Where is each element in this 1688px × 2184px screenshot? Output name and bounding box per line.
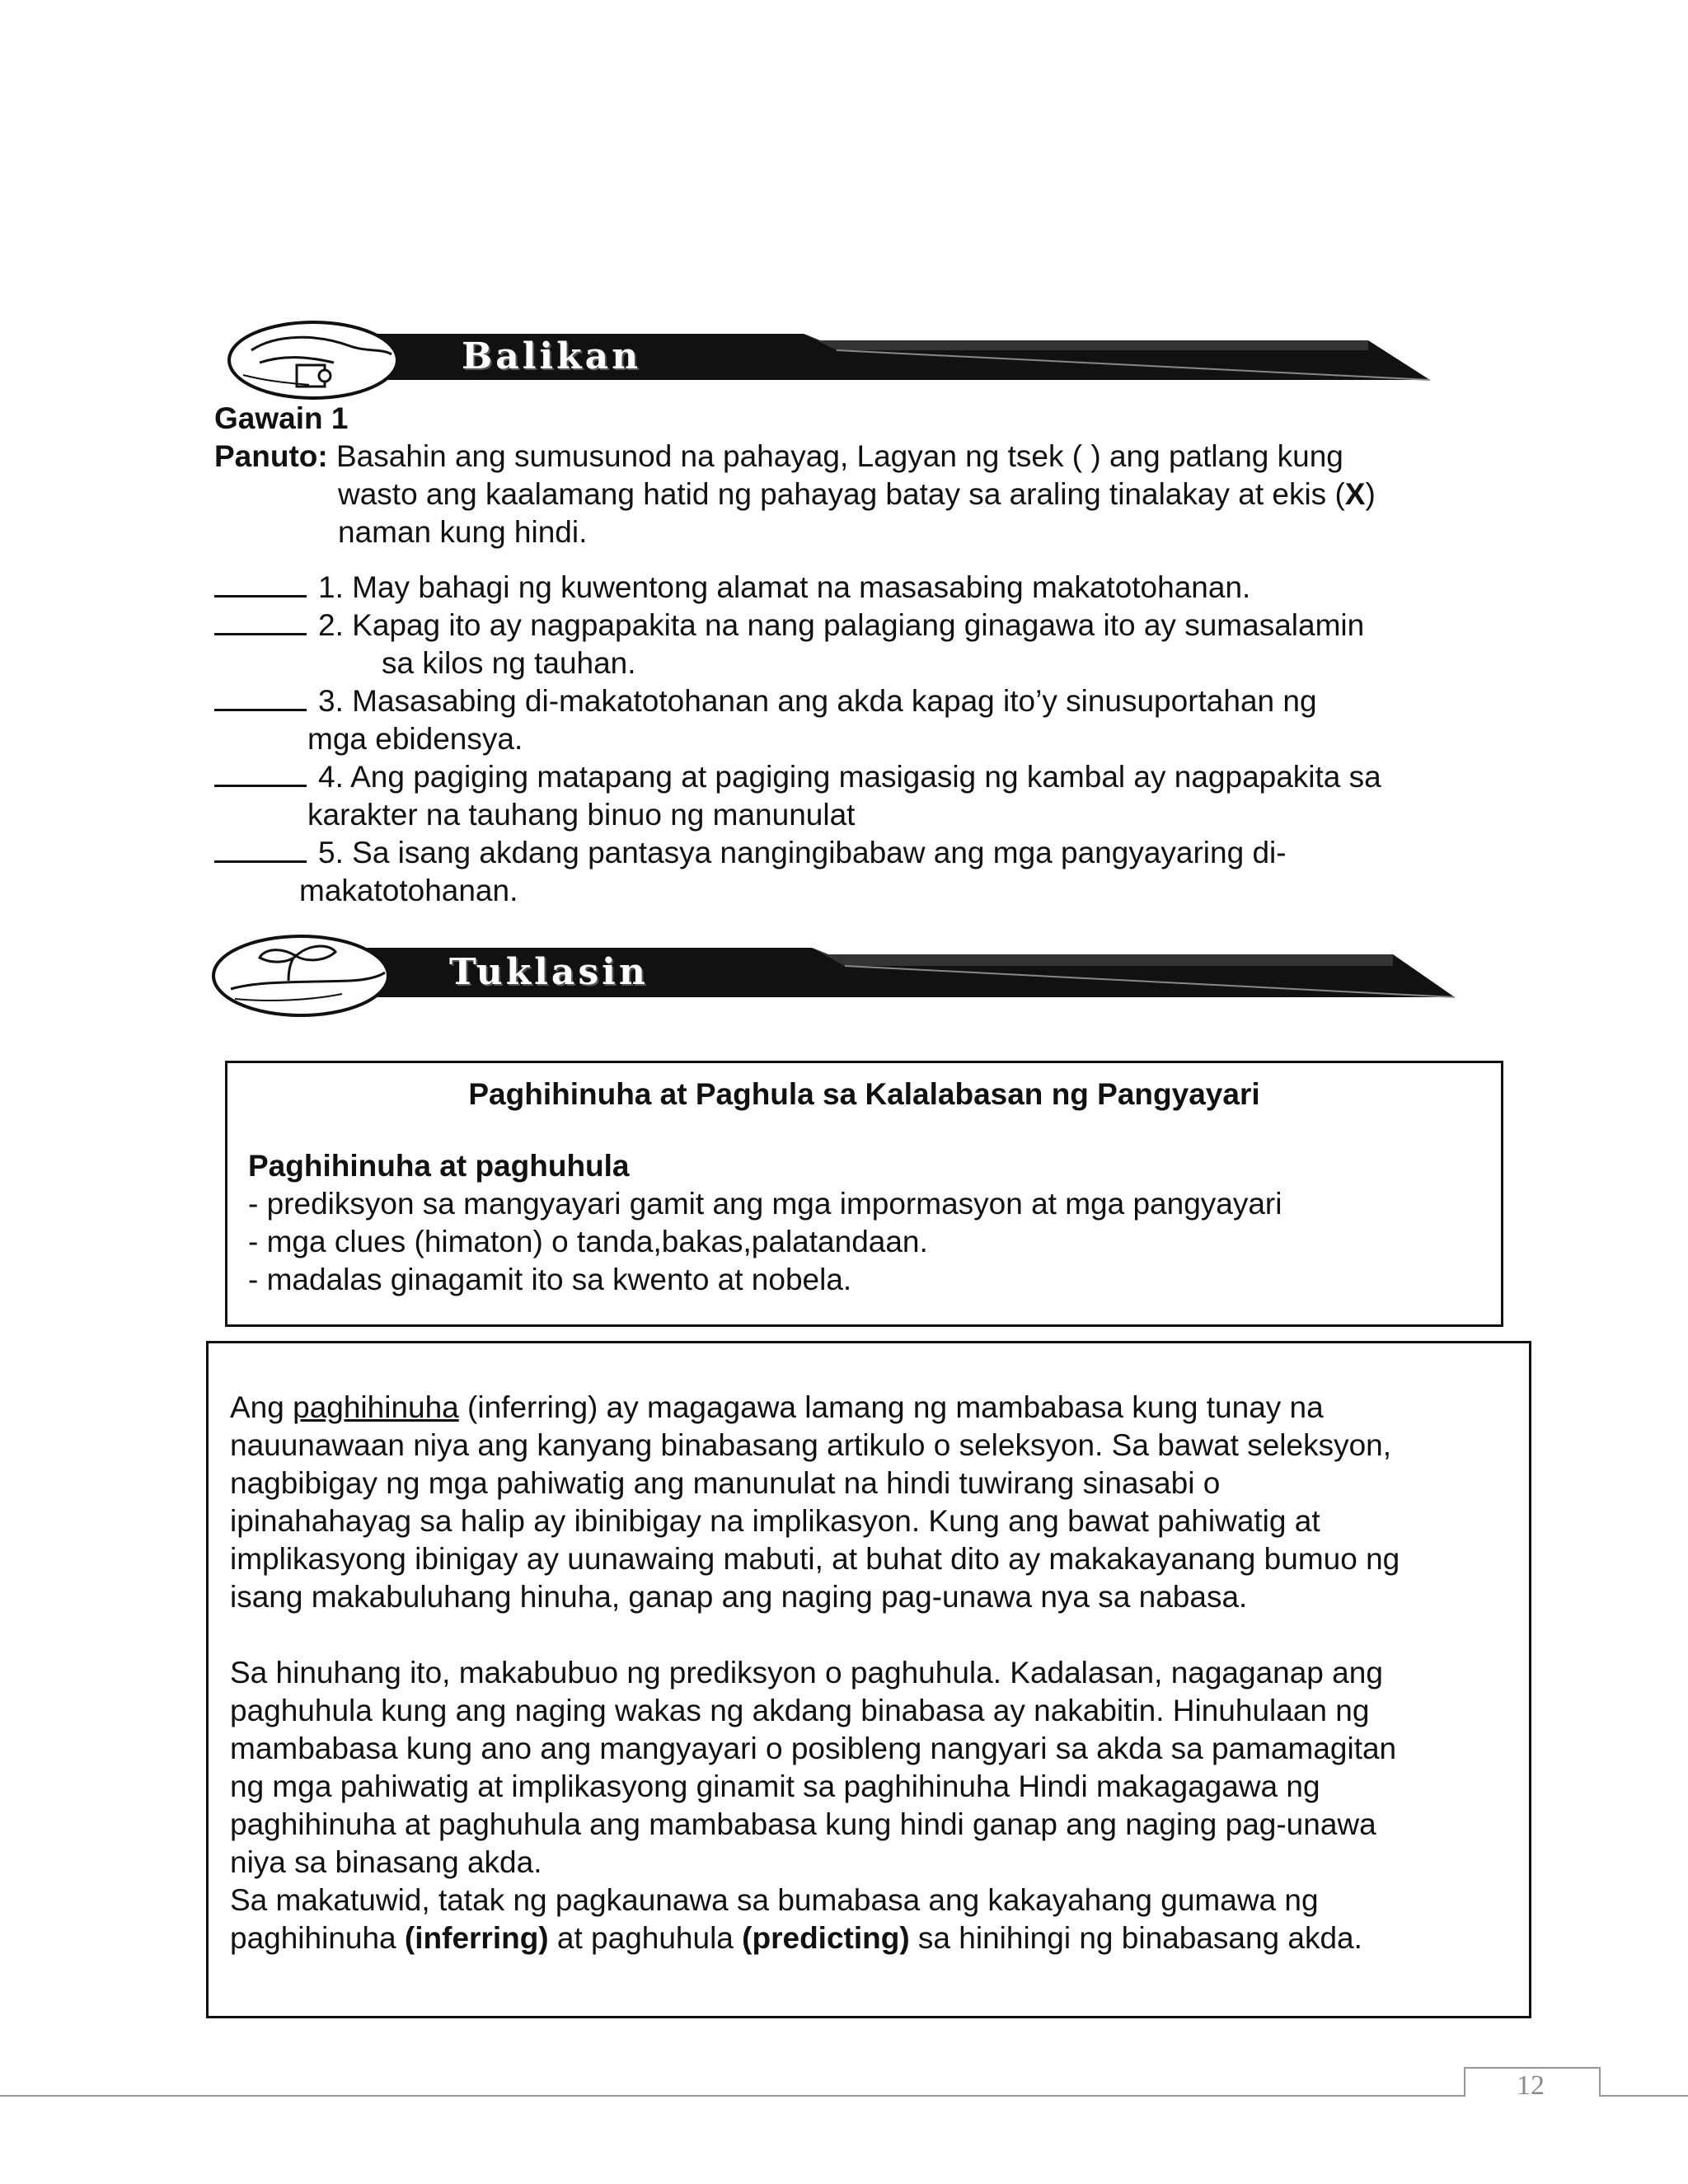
instruction-text-2: wasto ang kaalamang hatid ng pahayag batay sa araling tinalakay at ekis ( [338,477,1345,511]
text-run: paghihinuha [230,1921,405,1955]
item-continuation: mga ebidensya. [307,722,523,756]
section-banner-tuklasin [210,931,1455,1018]
instruction-label: Panuto: [214,439,328,473]
instruction-text-1: Basahin ang sumusunod na pahayag, Lagyan ng tsek ( ) ang patlang kung [335,439,1343,473]
concept-box-title: Paghihinuha at Paghula sa Kalalabasan ng Pangyayari [468,1077,1260,1111]
item-text: 1. May bahagi ng kuwentong alamat na masasabing makatotohanan. [318,570,1251,604]
text-run: sa hinihingi ng binabasang akda. [909,1921,1362,1955]
concept-bullet: - madalas ginagamit ito sa kwento at nobela. [248,1263,852,1296]
text-run: (inferring) ay magagawa lamang ng mambabasa kung tunay na [458,1390,1324,1424]
answer-blank[interactable] [214,570,307,598]
instruction-line-2 [338,476,1376,513]
item-continuation: sa kilos ng tauhan. [382,646,636,680]
answer-blank[interactable] [214,760,307,787]
footer-rule-right [1599,2095,1688,2097]
list-item [214,682,1317,720]
reading-box [206,1341,1531,2018]
item-text: 3. Masasabing di-makatotohanan ang akda kapag ito’y sinusuportahan ng [318,684,1317,718]
instruction-line-3: naman kung hindi. [338,515,588,549]
list-item [214,758,1381,796]
item-continuation: makatotohanan. [299,874,518,907]
text-run: at paghuhula [548,1921,743,1955]
concept-box [225,1061,1503,1327]
paragraph-line: ng mga pahiwatig at implikasyong ginamit sa paghihinuha Hindi makagagawa ng [230,1769,1320,1803]
instruction-x-mark: X [1344,477,1366,511]
paragraph-line: Sa hinuhang ito, makabubuo ng prediksyon o paghuhula. Kadalasan, nagaganap ang [230,1656,1383,1690]
paragraph-line: mambabasa kung ano ang mangyayari o posibleng nangyari sa akda sa pamamagitan [230,1732,1397,1765]
paragraph-line: nagbibigay ng mga pahiwatig ang manunulat na hindi tuwirang sinasabi o [230,1466,1221,1500]
paragraph-2 [230,1654,1396,1957]
list-item [214,607,1364,644]
concept-bullet: - prediksyon sa mangyayari gamit ang mga impormasyon at mga pangyayari [248,1187,1282,1221]
activity-heading: Gawain 1 [214,401,349,435]
paragraph-line: paghihinuha at paghuhula ang mambabasa kung hindi ganap ang naging pag-unawa [230,1807,1376,1841]
paragraph-line: paghuhula kung ang naging wakas ng akdang binabasa ay nakabitin. Hinuhulaan ng [230,1694,1370,1727]
item-text: 5. Sa isang akdang pantasya nangingibabaw ang mga pangyayaring di- [318,836,1287,869]
item-text: 4. Ang pagiging matapang at pagiging masigasig ng kambal ay nagpapakita sa [318,760,1381,794]
instruction-line-1 [214,438,1343,476]
list-item [214,569,1250,607]
item-continuation: karakter na tauhang binuo ng manunulat [307,798,856,832]
text-run-bold: (inferring) [404,1921,549,1955]
section-banner-balikan [227,317,1430,400]
paragraph-line: Sa makatuwid, tatak ng pagkaunawa sa bumabasa ang kakayahang gumawa ng [230,1883,1319,1917]
footer-rule-left [0,2095,1465,2097]
answer-blank[interactable] [214,684,307,711]
term-paghihinuha: paghihinuha [293,1390,459,1424]
paragraph-line: implikasyong ibinigay ay uunawaing mabuti, at buhat dito ay makakayanang bumuo ng [230,1542,1400,1576]
answer-blank[interactable] [214,608,307,635]
text-run-bold: (predicting) [742,1921,910,1955]
text-run: Ang [230,1390,293,1424]
paragraph-line [230,1389,1400,1427]
page-number: 12 [1517,2070,1545,2101]
paragraph-line: isang makabuluhang hinuha, ganap ang naging pag-unawa nya sa nabasa. [230,1580,1248,1614]
paragraph-line: niya sa binasang akda. [230,1845,542,1879]
paragraph-1 [230,1389,1400,1616]
banner-title-balikan: Balikan [462,335,642,377]
answer-blank[interactable] [214,836,307,863]
concept-box-subtitle: Paghihinuha at paghuhula [248,1149,630,1183]
instruction-close-paren: ) [1365,477,1376,511]
paragraph-line: ipinahahayag sa halip ay ibinibigay na implikasyon. Kung ang bawat pahiwatig at [230,1504,1320,1538]
banner-title-tuklasin: Tuklasin [449,951,649,993]
paragraph-line [230,1919,1396,1957]
list-item [214,834,1287,872]
paragraph-line: nauunawaan niya ang kanyang binabasang artikulo o seleksyon. Sa bawat seleksyon, [230,1428,1392,1462]
concept-bullet: - mga clues (himaton) o tanda,bakas,palatandaan. [248,1225,928,1258]
item-text: 2. Kapag ito ay nagpapakita na nang palagiang ginagawa ito ay sumasalamin [318,608,1365,642]
